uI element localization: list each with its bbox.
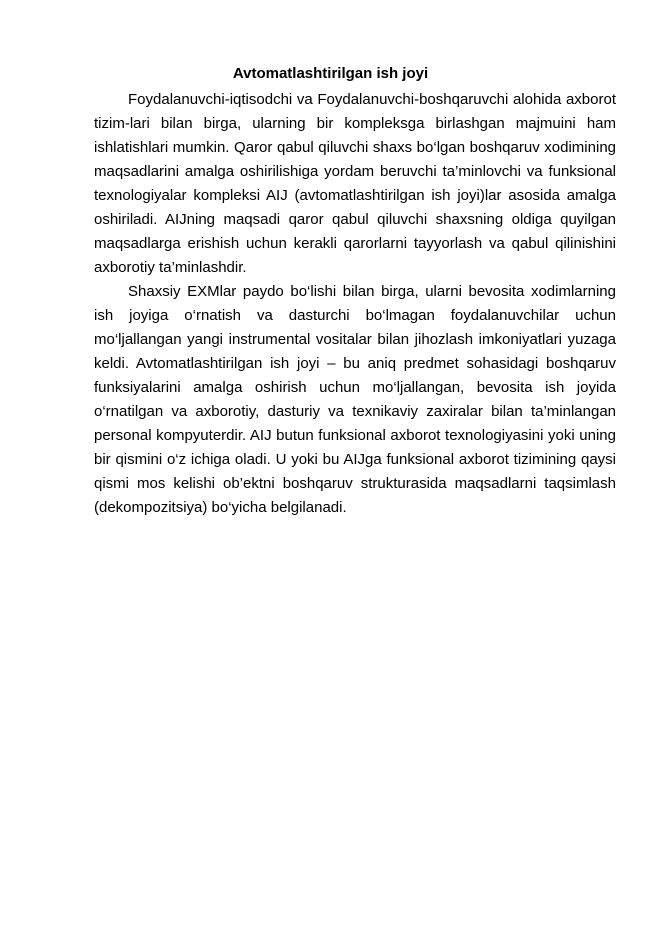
paragraph-1: Foydalanuvchi-iqtisodchi va Foydalanuvchi-boshqaruvchi alohida axborot tizim-lari bilan birga, ularning bir kompleksga birlashgan majmuini ham ishlatishlari mumkin. Qaror qabul qiluvchi shaxs bo‘lgan boshqaruv xodimining maqsadlarini amalga oshirilishiga yordam beruvchi ta’minlovchi va funksional texnologiyalar kompleksi AIJ (avtomatlashtirilgan ish joyi)lar asosida amalga oshiriladi. AIJning maqsadi qaror qabul qiluvchi shaxsning oldiga quyilgan maqsadlarga erishish uchun kerakli qarorlarni tayyorlash va qabul qilinishini axborotiy ta’minlashdir. xyxy=(94,91,616,276)
document-title: Avtomatlashtirilgan ish joyi xyxy=(232,65,429,82)
paragraph-2: Shaxsiy EXMlar paydo bo‘lishi bilan birga, ularni bevosita xodimlarning ish joyiga o‘rnatish va dasturchi bo‘lmagan foydalanuvchilar uchun mo‘ljallangan yangi instrumental vositalar bilan jihozlash imkoniyatlari yuzaga keldi. Avtomatlashtirilgan ish joyi – bu aniq predmet sohasidagi boshqaruv funksiyalarini amalga oshirish uchun mo‘ljallangan, bevosita ish joyida o‘rnatilgan va axborotiy, dasturiy va texnikaviy zaxiralar bilan ta’minlangan personal kompyuterdir. AIJ butun funksional axborot texnologiyasini yoki uning bir qismini o‘z ichiga oladi. U yoki bu AIJga funksional axborot tizimining qaysi qismi mos kelishi ob’ektni boshqaruv strukturasida maqsadlarni taqsimlash (dekompozitsiya) bo‘yicha belgilanadi. xyxy=(94,283,616,516)
document-body xyxy=(94,88,616,520)
